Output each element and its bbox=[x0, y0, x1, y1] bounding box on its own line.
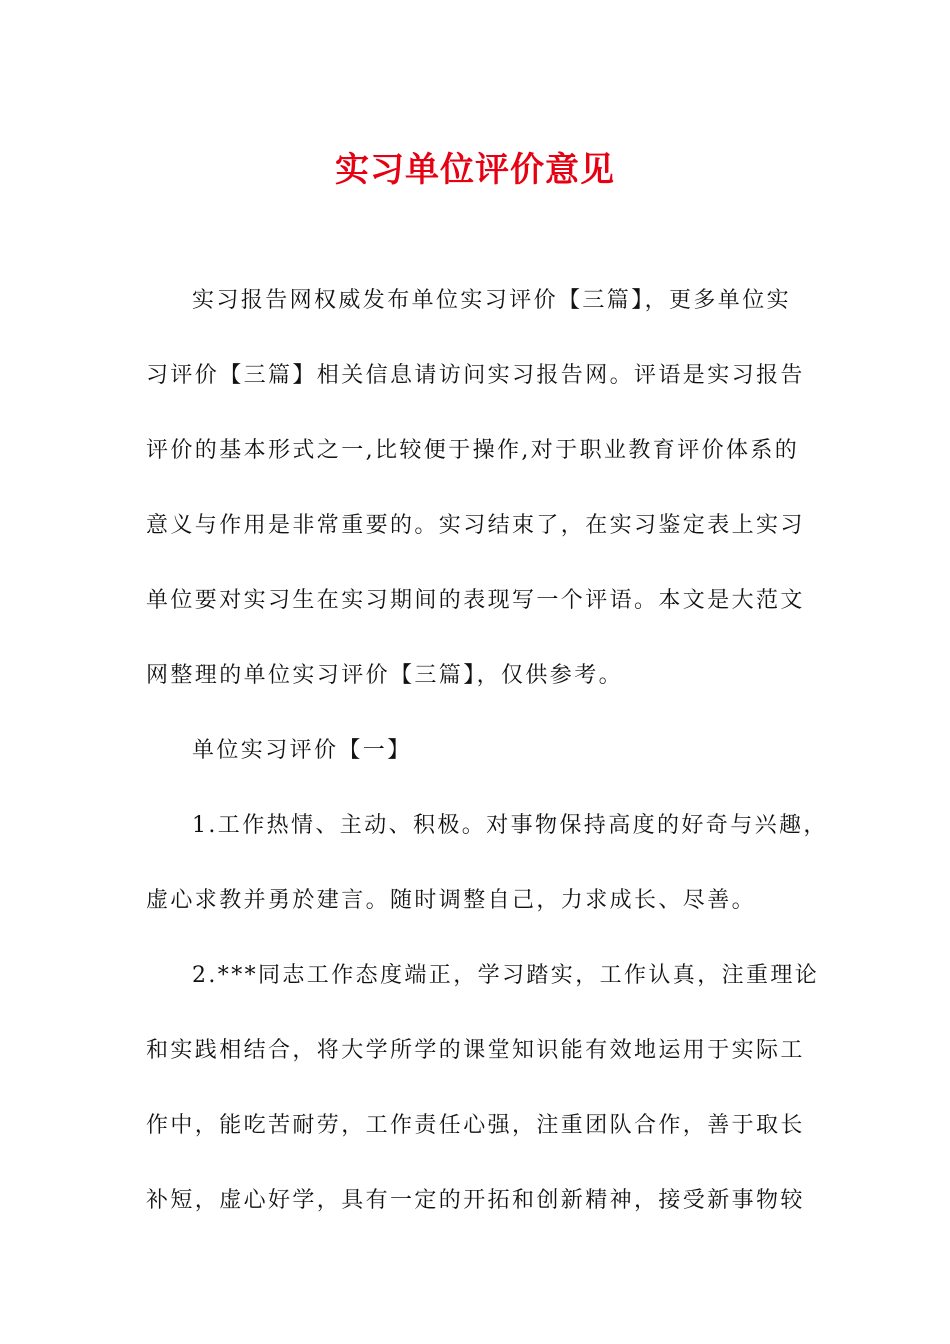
document-body bbox=[146, 282, 828, 1220]
paragraph-line: 补短，虚心好学，具有一定的开拓和创新精神，接受新事物较 bbox=[146, 1188, 805, 1213]
paragraph-line: 2.***同志工作态度端正，学习踏实，工作认真，注重理论 bbox=[192, 963, 820, 988]
section-heading: 单位实习评价【一】 bbox=[192, 738, 412, 763]
paragraph-line: 虚心求教并勇於建言。随时调整自己，力求成长、尽善。 bbox=[146, 888, 757, 913]
paragraph-line: 意义与作用是非常重要的。实习结束了，在实习鉴定表上实习 bbox=[146, 513, 805, 538]
paragraph-line: 单位要对实习生在实习期间的表现写一个评语。本文是大范文 bbox=[146, 588, 805, 613]
paragraph-line: 作中，能吃苦耐劳，工作责任心强，注重团队合作，善于取长 bbox=[146, 1113, 805, 1138]
paragraph-line: 实习报告网权威发布单位实习评价【三篇】，更多单位实 bbox=[192, 288, 792, 313]
paragraph-line: 网整理的单位实习评价【三篇】，仅供参考。 bbox=[146, 663, 624, 688]
paragraph-line: 1.工作热情、主动、积极。对事物保持高度的好奇与兴趣， bbox=[192, 813, 828, 838]
paragraph-line: 习评价【三篇】相关信息请访问实习报告网。评语是实习报告 bbox=[146, 363, 805, 388]
paragraph-line: 和实践相结合，将大学所学的课堂知识能有效地运用于实际工 bbox=[146, 1038, 805, 1063]
paragraph-line: 评价的基本形式之一,比较便于操作,对于职业教育评价体系的 bbox=[146, 438, 800, 463]
document-title: 实习单位评价意见 bbox=[335, 150, 615, 190]
